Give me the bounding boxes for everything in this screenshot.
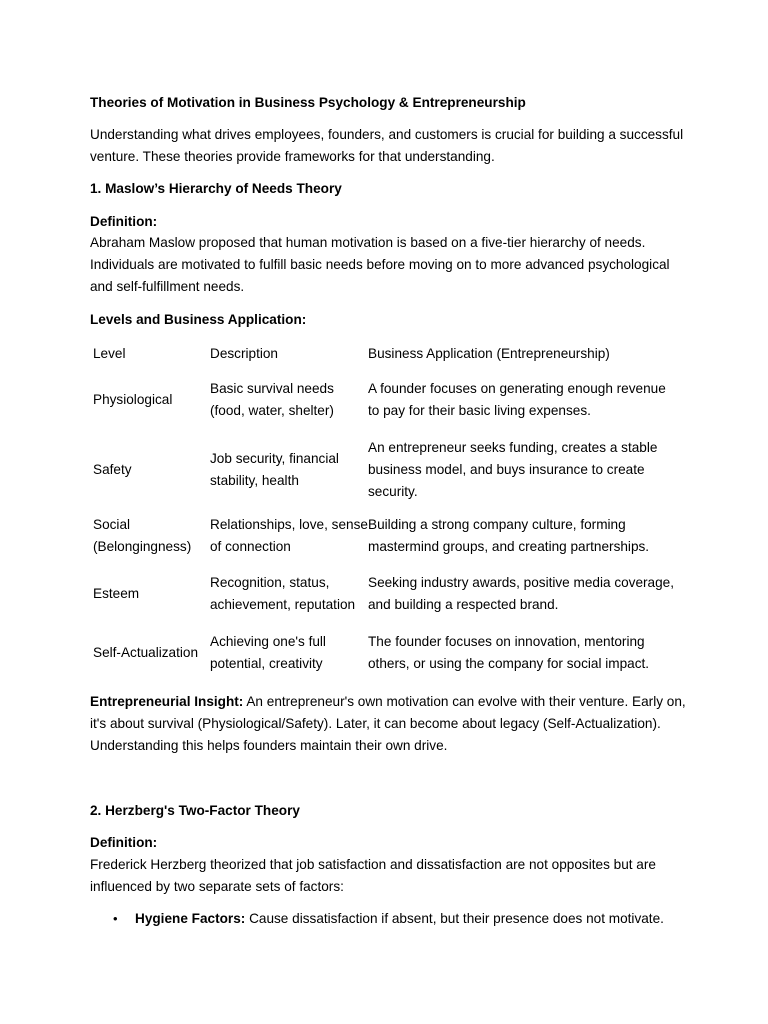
table-row — [90, 624, 678, 682]
table-header-level: Level — [93, 346, 126, 361]
maslow-levels-table — [90, 340, 678, 682]
table-cell-application: An entrepreneur seeks funding, creates a stable business model, and buys insurance to create security. — [368, 440, 658, 499]
bullet-icon: • — [113, 911, 118, 926]
table-cell-level: Social (Belongingness) — [93, 517, 192, 554]
table-cell-description: Recognition, status, achievement, reputation — [210, 575, 356, 612]
table-header-application: Business Application (Entrepreneurship) — [368, 346, 610, 361]
table-cell-level: Safety — [93, 462, 132, 477]
table-cell-description: Relationships, love, sense of connection — [210, 517, 368, 554]
intro-paragraph: Understanding what drives employees, founders, and customers is crucial for building a successful venture. These theories provide frameworks for that understanding. — [90, 127, 684, 164]
table-cell-level: Esteem — [93, 586, 140, 601]
bullet-text: Cause dissatisfaction if absent, but their presence does not motivate. — [245, 911, 664, 926]
insight-text: An entrepreneur's own motivation can evolve with their venture. Early on, it's about survival (Physiological/Safety). Later, it can become about legacy (Self-Actualization). Understanding this helps founders maintain their own drive. — [90, 694, 686, 753]
bullet-label: Hygiene Factors: — [135, 911, 246, 926]
section-2-heading: 2. Herzberg's Two-Factor Theory — [90, 803, 300, 818]
levels-heading: Levels and Business Application: — [90, 312, 307, 327]
section-2-definition-text: Frederick Herzberg theorized that job satisfaction and dissatisfaction are not opposites but are influenced by two separate sets of factors: — [90, 857, 656, 894]
table-cell-application: The founder focuses on innovation, mentoring others, or using the company for social impact. — [368, 634, 650, 671]
table-row — [90, 432, 678, 508]
table-cell-level: Physiological — [93, 392, 173, 407]
table-header-description: Description — [210, 346, 278, 361]
section-1-heading: 1. Maslow’s Hierarchy of Needs Theory — [90, 181, 342, 196]
insight-label: Entrepreneurial Insight: — [90, 694, 244, 709]
table-cell-description: Job security, financial stability, health — [210, 451, 339, 488]
table-cell-application: Seeking industry awards, positive media coverage, and building a respected brand. — [368, 575, 675, 612]
list-item — [135, 908, 695, 930]
table-header-row — [90, 340, 678, 368]
table-cell-level: Self-Actualization — [93, 645, 199, 660]
document-title: Theories of Motivation in Business Psychology & Entrepreneurship — [90, 95, 526, 110]
table-row — [90, 508, 678, 564]
table-row — [90, 564, 678, 624]
table-row — [90, 368, 678, 432]
table-cell-description: Achieving one's full potential, creativity — [210, 634, 326, 671]
section-1-definition-text: Abraham Maslow proposed that human motivation is based on a five-tier hierarchy of needs. Individuals are motivated to fulfill basic needs before moving on to more advanced psychological and self-fulfillment needs. — [90, 235, 670, 294]
entrepreneurial-insight-paragraph — [90, 691, 690, 757]
table-cell-application: Building a strong company culture, forming mastermind groups, and creating partnerships. — [368, 517, 650, 554]
table-cell-description: Basic survival needs (food, water, shelter) — [210, 381, 334, 418]
section-1-definition-label: Definition: — [90, 214, 158, 229]
section-2-definition-label: Definition: — [90, 835, 158, 850]
table-cell-application: A founder focuses on generating enough revenue to pay for their basic living expenses. — [368, 381, 666, 418]
